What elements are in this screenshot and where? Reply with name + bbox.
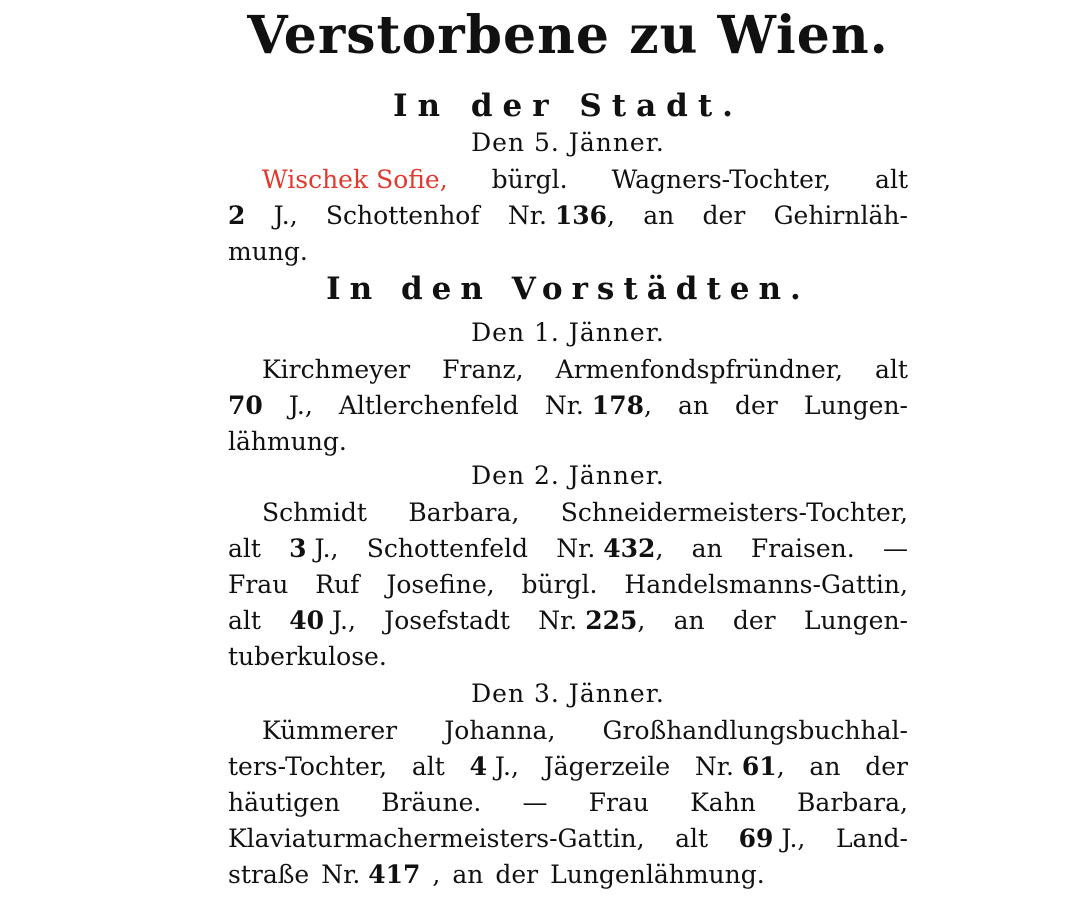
word: der [865, 752, 908, 781]
word: J., [273, 201, 298, 230]
word: an [691, 534, 723, 563]
word: 3 J., [289, 534, 339, 563]
word: Schneidermeisters-Tochter, [560, 498, 908, 527]
word: der [702, 201, 746, 230]
text-line [228, 857, 908, 893]
word: Nr. 61, [694, 752, 785, 781]
word: an [677, 391, 709, 420]
text-line [228, 352, 908, 388]
word: bürgl. [491, 165, 568, 194]
word: an [809, 752, 841, 781]
word: alt [675, 824, 709, 853]
word: Handelsmanns-Gattin, [624, 570, 908, 599]
word: Nr. 178, [544, 391, 652, 420]
word: Josefstadt [384, 606, 510, 635]
text-line [228, 495, 908, 531]
word: der [495, 860, 539, 889]
word: 70 [228, 391, 263, 420]
word: alt [875, 355, 908, 384]
text-line [228, 821, 908, 857]
word: Johanna, [444, 716, 556, 745]
text-line [228, 603, 908, 639]
word: Frau [588, 788, 649, 817]
date-heading: Den 1. Jänner. [471, 318, 665, 347]
date-heading: Den 5. Jänner. [471, 128, 665, 157]
word: bürgl. [521, 570, 598, 599]
word: Fraisen. [750, 534, 855, 563]
highlighted-name: Wischek Sofie, [262, 165, 448, 194]
text-line [228, 162, 908, 198]
text-line [228, 749, 908, 785]
word: Nr. 417 , [321, 860, 441, 889]
word: alt [875, 165, 908, 194]
word: mung. [228, 237, 308, 266]
word: Wagners-Tochter, [611, 165, 832, 194]
page-title: Verstorbene zu Wien. [247, 5, 889, 66]
word: — [882, 534, 908, 563]
word: 2 [228, 201, 246, 230]
word: Barbara, [408, 498, 520, 527]
word: Altlerchenfeld [338, 391, 519, 420]
word: Großhandlungsbuchhal- [602, 716, 908, 745]
word: Schottenhof [325, 201, 480, 230]
word: Nr. 225, [538, 606, 646, 635]
word: alt [228, 534, 261, 563]
date-heading: Den 3. Jänner. [471, 679, 665, 708]
word: Nr. 136, [507, 201, 615, 230]
word: an [643, 201, 675, 230]
word: J., [288, 391, 313, 420]
text-line [228, 785, 908, 821]
text-line [228, 234, 908, 270]
word: Kirchmeyer [262, 355, 411, 384]
word: 69 J., [738, 824, 806, 853]
section-heading-suburbs: In den Vorstädten. [326, 271, 810, 307]
word: Lungen- [803, 391, 908, 420]
word: tuberkulose. [228, 642, 387, 671]
word: 40 J., [289, 606, 356, 635]
word: Kümmerer [262, 716, 398, 745]
text-line [228, 424, 908, 460]
word: Gehirnläh- [773, 201, 908, 230]
word: Lungenlähmung. [550, 860, 765, 889]
word: der [732, 606, 776, 635]
word: alt [411, 752, 445, 781]
text-line [228, 713, 908, 749]
word: straße [228, 860, 310, 889]
text-line [228, 531, 908, 567]
word: Kahn [690, 788, 756, 817]
word: an [673, 606, 705, 635]
word: ters-Tochter, [228, 752, 388, 781]
word: Franz, [442, 355, 524, 384]
word: Bräune. [381, 788, 482, 817]
word: Land- [835, 824, 908, 853]
word: Armenfondspfründner, [555, 355, 843, 384]
word: Josefine, [386, 570, 495, 599]
newspaper-column [228, 0, 908, 918]
text-line [228, 198, 908, 234]
word: — [522, 788, 548, 817]
word: Nr. 432, [556, 534, 664, 563]
word: Schottenfeld [366, 534, 529, 563]
word: häutigen [228, 788, 341, 817]
word: alt [228, 606, 261, 635]
word: Ruf [315, 570, 360, 599]
word: 4 J., [469, 752, 519, 781]
word: Jägerzeile [543, 752, 671, 781]
text-line [228, 388, 908, 424]
date-heading: Den 2. Jänner. [471, 461, 665, 490]
word: der [735, 391, 778, 420]
text-line [228, 567, 908, 603]
word: Lungen- [803, 606, 908, 635]
word: lähmung. [228, 427, 347, 456]
word: Barbara, [797, 788, 908, 817]
word: Frau [228, 570, 289, 599]
word: an [452, 860, 484, 889]
section-heading-city: In der Stadt. [393, 88, 743, 124]
text-line [228, 639, 908, 675]
word: Klaviaturmachermeisters-Gattin, [228, 824, 645, 853]
word: Schmidt [262, 498, 367, 527]
